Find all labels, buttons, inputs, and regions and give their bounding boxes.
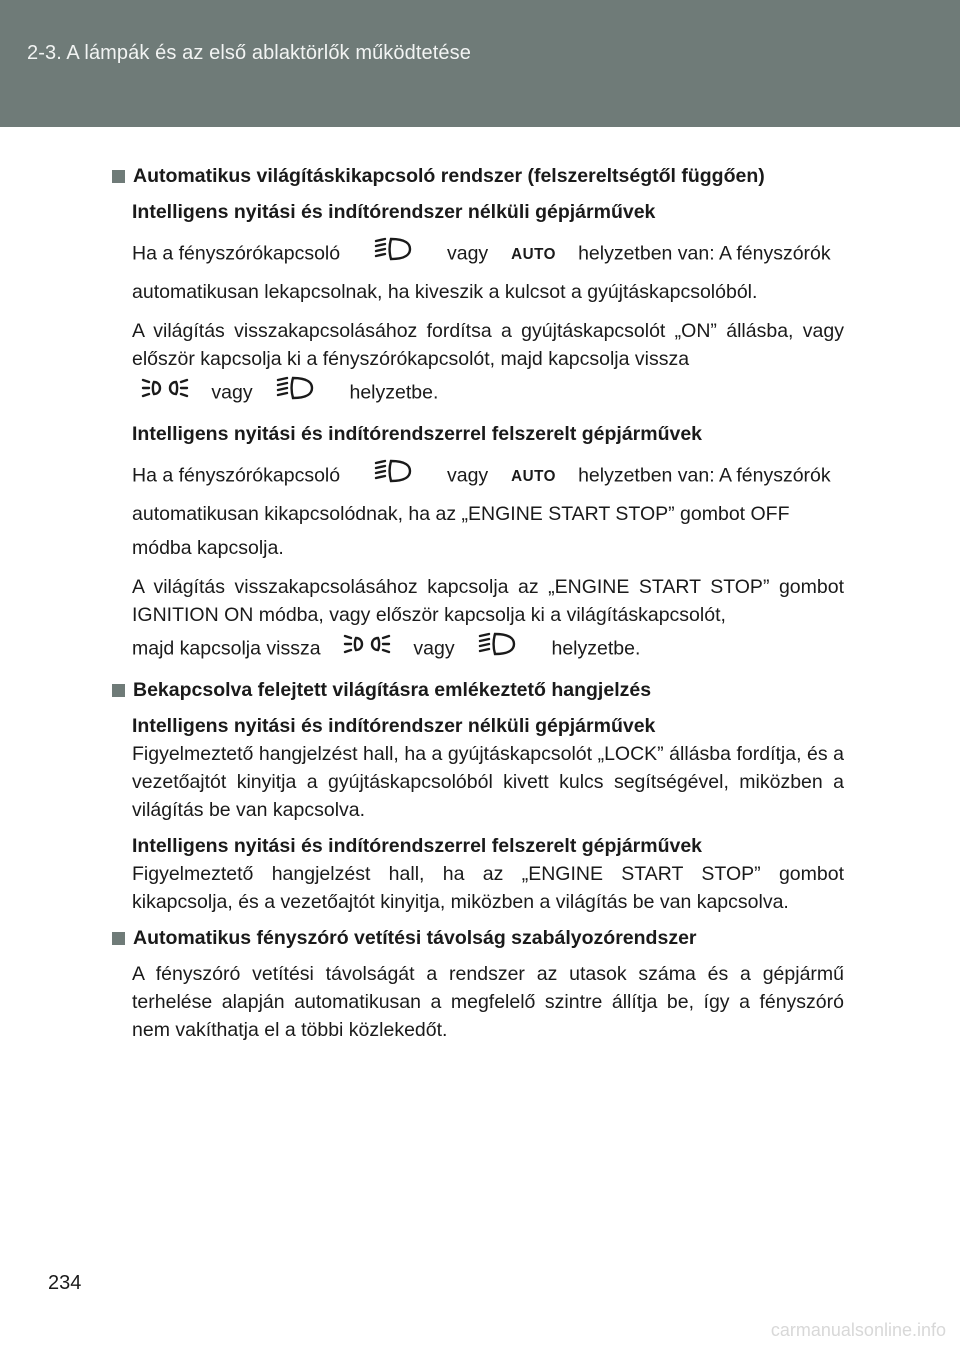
paragraph: majd kapcsolja vissza vagy helyzetbe.	[132, 629, 844, 670]
paragraph: Figyelmeztető hangjelzést hall, ha a gyújtáskapcsolót „LOCK” állásba fordítja, és a vezetőajtót kinyitja a gyújtáskapcsolóból kivett kulcs segítségével, miközben a világítás be van kapcsolva.	[132, 743, 844, 821]
section-title: Automatikus világításkikapcsoló rendszer (felszereltségtől függően)	[133, 165, 765, 187]
auto-label: AUTO	[510, 467, 556, 485]
headlight-icon	[274, 373, 318, 414]
page-number: 234	[48, 1272, 82, 1294]
watermark: carmanualsonline.info	[770, 1320, 946, 1340]
subheading: Intelligens nyitási és indítórendszer nélküli gépjárművek	[132, 201, 656, 223]
square-bullet-icon	[112, 684, 125, 697]
parking-light-icon	[342, 629, 392, 670]
subheading: Intelligens nyitási és indítórendszer nélküli gépjárművek	[132, 715, 656, 737]
paragraph: Ha a fényszórókapcsoló vagy AUTO helyzetben van: A fényszórók automatikusan lekapcsolnak, ha kiveszik a kulcsot a gyújtáskapcsolóból.	[132, 234, 844, 309]
section-title: Bekapcsolva felejtett világításra emlékeztető hangjelzés	[133, 679, 652, 701]
paragraph: A fényszóró vetítési távolságát a rendszer az utasok száma és a gépjármű terhelése alapján automatikusan a megfelelő szintre állítja be, így a fényszóró nem vakíthatja el a többi közlekedőt.	[132, 963, 844, 1041]
headlight-icon	[372, 234, 416, 275]
section-title: Automatikus fényszóró vetítési távolság szabályozórendszer	[133, 927, 697, 949]
square-bullet-icon	[112, 170, 125, 183]
paragraph: A világítás visszakapcsolásához kapcsolja az „ENGINE START STOP” gombot IGNITION ON módba, vagy először kapcsolja ki a világításkapcsolót,	[132, 576, 844, 626]
paragraph: vagy helyzetbe.	[132, 373, 844, 414]
paragraph: Ha a fényszórókapcsoló vagy AUTO helyzetben van: A fényszórók automatikusan kikapcsolódnak, ha az „ENGINE START STOP” gombot OFF módba kapcsolja.	[132, 456, 844, 565]
section-heading	[112, 924, 844, 952]
headlight-icon	[476, 629, 520, 670]
subheading: Intelligens nyitási és indítórendszerrel felszerelt gépjárművek	[132, 835, 703, 857]
auto-label: AUTO	[510, 245, 556, 263]
header-title: 2-3. A lámpák és az első ablaktörlők működtetése	[27, 42, 471, 64]
content	[112, 162, 844, 1052]
parking-light-icon	[140, 373, 190, 414]
subheading: Intelligens nyitási és indítórendszerrel felszerelt gépjárművek	[132, 423, 703, 445]
page-header	[0, 0, 960, 127]
paragraph: Figyelmeztető hangjelzést hall, ha az „ENGINE START STOP” gombot kikapcsolja, és a vezetőajtót kinyitja, miközben a világítás be van kapcsolva.	[132, 863, 844, 913]
section-heading	[112, 676, 844, 704]
paragraph: A világítás visszakapcsolásához fordítsa a gyújtáskapcsolót „ON” állásba, vagy először kapcsolja ki a fényszórókapcsolót, majd kapcsolja vissza	[132, 320, 844, 370]
headlight-icon	[372, 456, 416, 497]
section-heading	[112, 162, 844, 190]
square-bullet-icon	[112, 932, 125, 945]
